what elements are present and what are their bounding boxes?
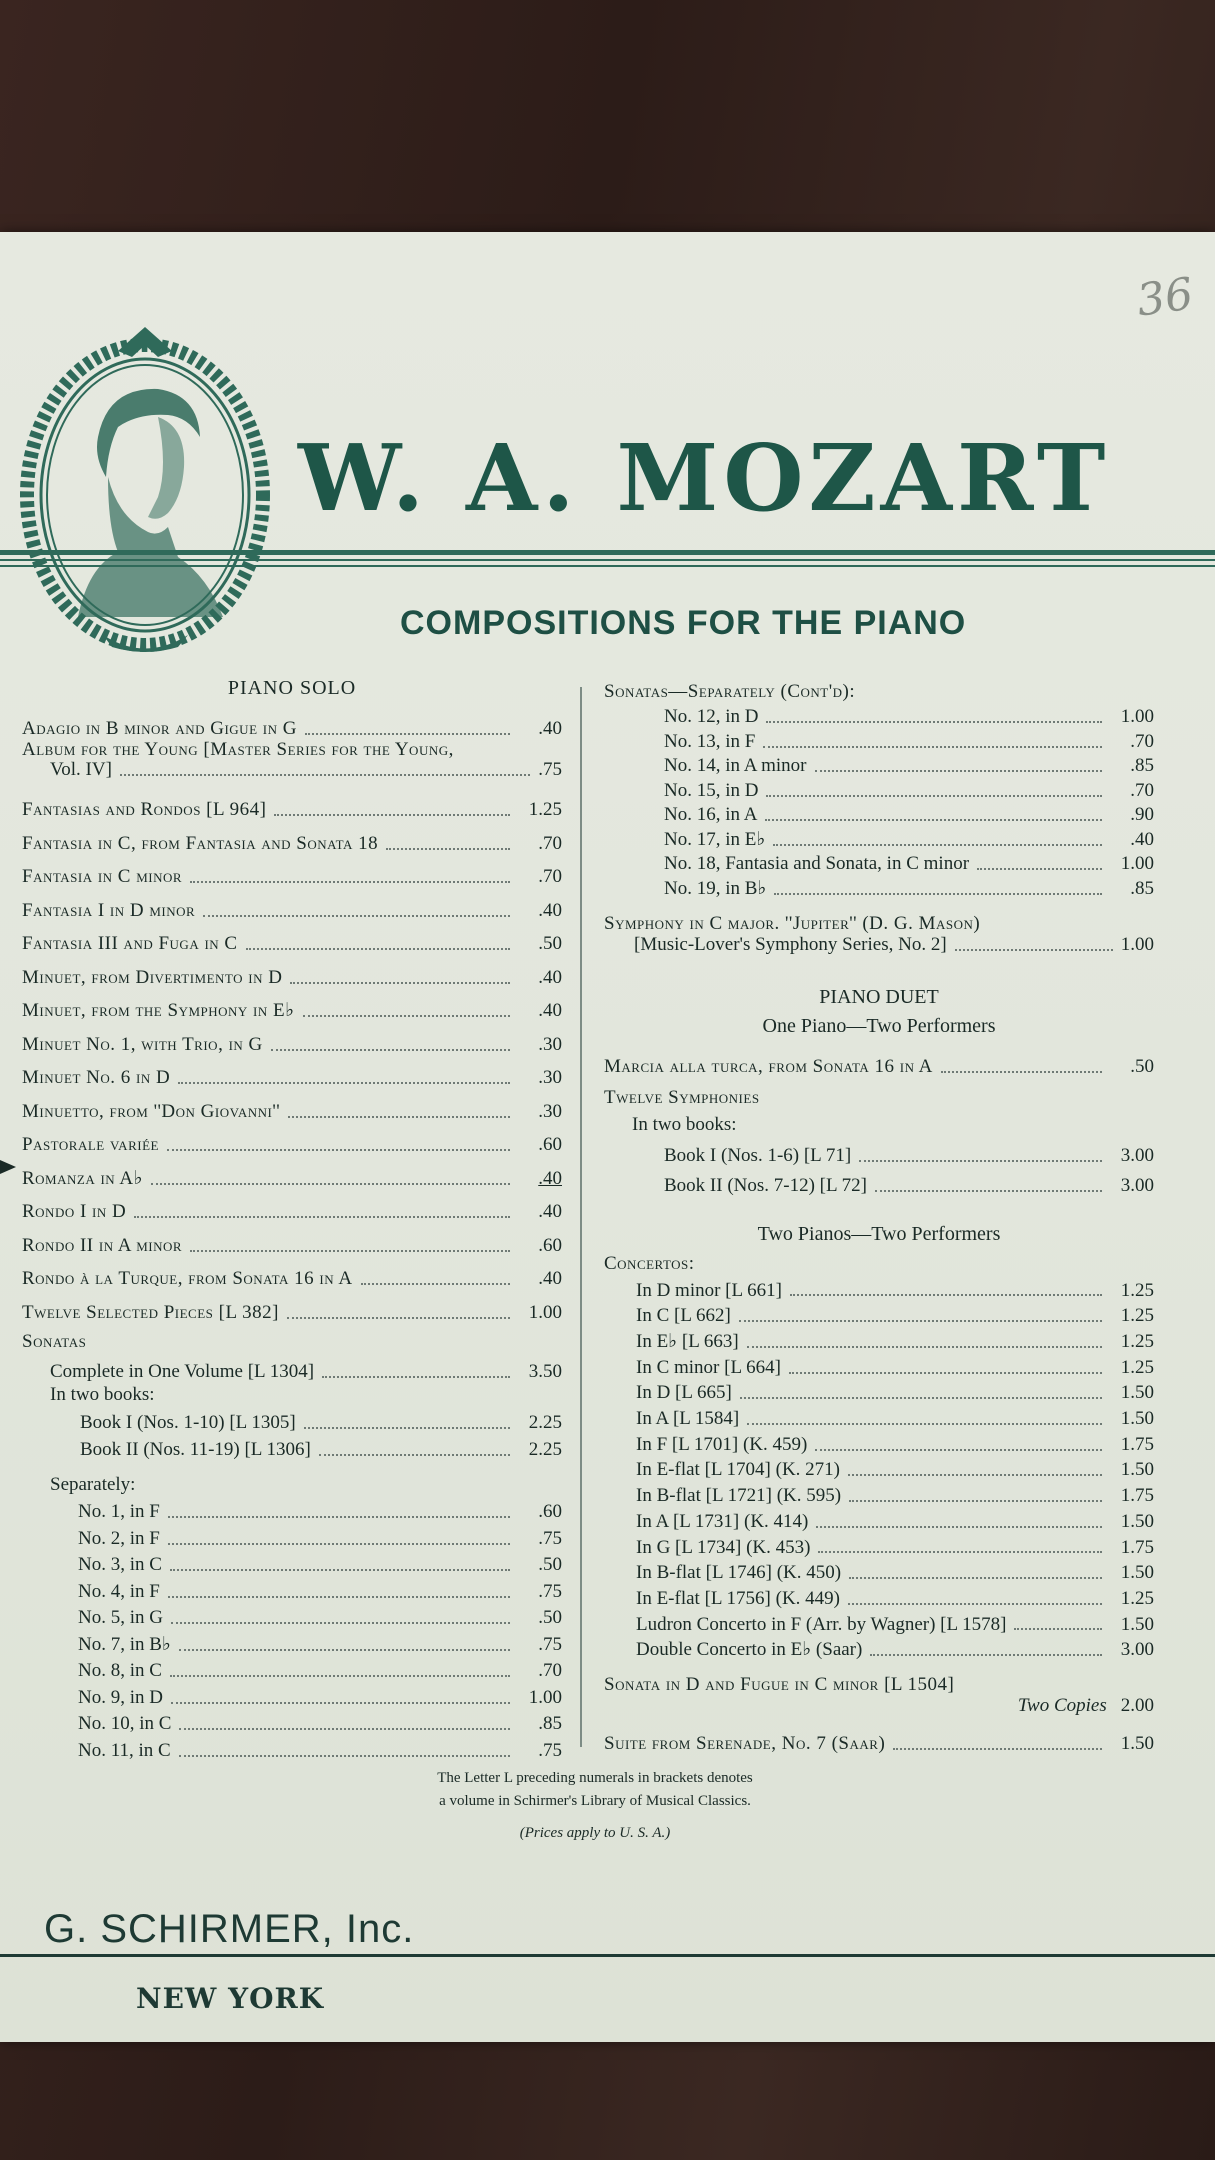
symphony-entry: Symphony in C major. ''Jupiter'' (D. G. Mason) [Music-Lover's Symphony Series, No. 2] 1.00 <box>604 912 1154 955</box>
twelve-two-books-label: In two books: <box>632 1114 737 1136</box>
list-item: Book II (Nos. 7-12) [L 72] 3.00 <box>664 1175 1154 1197</box>
list-item: Suite from Serenade, No. 7 (Saar) 1.50 <box>604 1733 1154 1755</box>
list-item: Minuet No. 6 in D .30 <box>22 1067 562 1089</box>
piano-solo-heading: PIANO SOLO <box>227 677 357 699</box>
list-item: No. 1, in F .60 <box>78 1501 562 1523</box>
list-item: Rondo I in D .40 <box>22 1201 562 1223</box>
list-item: In D minor [L 661] 1.25 <box>636 1279 1154 1301</box>
list-item: Marcia alla turca, from Sonata 16 in A .50 <box>604 1055 1154 1077</box>
list-item: In G [L 1734] (K. 453) 1.75 <box>636 1536 1154 1558</box>
list-item: Rondo à la Turque, from Sonata 16 in A .40 <box>22 1268 562 1290</box>
list-item: Double Concerto in E♭ (Saar) 3.00 <box>636 1639 1154 1661</box>
catalog-page <box>0 232 1215 2042</box>
separately-label: Separately: <box>50 1474 136 1495</box>
list-item: No. 2, in F .75 <box>78 1527 562 1549</box>
two-pianos-heading: Two Pianos—Two Performers <box>757 1223 1001 1246</box>
list-item: In E-flat [L 1756] (K. 449) 1.25 <box>636 1587 1154 1609</box>
one-piano-heading: One Piano—Two Performers <box>762 1014 996 1037</box>
list-item: Fantasias and Rondos [L 964] 1.25 <box>22 799 562 821</box>
column-divider <box>580 687 582 1747</box>
list-item: In A [L 1731] (K. 414) 1.50 <box>636 1510 1154 1532</box>
list-item: No. 12, in D 1.00 <box>664 706 1154 728</box>
list-item: Book I (Nos. 1-6) [L 71] 3.00 <box>664 1145 1154 1167</box>
list-item: In A [L 1584] 1.50 <box>636 1408 1154 1430</box>
list-item: Rondo II in A minor .60 <box>22 1234 562 1256</box>
list-item: No. 18, Fantasia and Sonata, in C minor 1.00 <box>664 853 1154 875</box>
list-item: In B-flat [L 1721] (K. 595) 1.75 <box>636 1485 1154 1507</box>
list-item: In C [L 662] 1.25 <box>636 1305 1154 1327</box>
sonatas-label: Sonatas <box>22 1330 87 1352</box>
list-item: Fantasia I in D minor .40 <box>22 899 562 921</box>
header-rule-thin-1 <box>0 559 1215 561</box>
right-column <box>604 680 1154 1755</box>
footnote: The Letter L preceding numerals in brackets denotes a volume in Schirmer's Library of Musical Classics. (Prices apply to U. S. A.) <box>280 1767 910 1845</box>
list-item: In C minor [L 664] 1.25 <box>636 1356 1154 1378</box>
list-item: In E♭ [L 663] 1.25 <box>636 1331 1154 1352</box>
list-item: Fantasia in C, from Fantasia and Sonata 18 .70 <box>22 832 562 854</box>
list-item: Album for the Young [Master Series for the Young, Vol. IV] .75 <box>22 738 562 781</box>
list-item: Minuetto, from ''Don Giovanni'' .30 <box>22 1100 562 1122</box>
pointer-arrow-icon <box>0 1160 16 1174</box>
list-item: No. 16, in A .90 <box>664 804 1154 826</box>
list-item: In F [L 1701] (K. 459) 1.75 <box>636 1433 1154 1455</box>
sonatas-cont-label: Sonatas—Separately (Cont'd): <box>604 681 856 702</box>
list-item: No. 10, in C .85 <box>78 1713 562 1735</box>
list-item: Adagio in B minor and Gigue in G .40 <box>22 717 562 739</box>
list-item: Fantasia III and Fuga in C .50 <box>22 933 562 955</box>
list-item: Complete in One Volume [L 1304] 3.50 <box>50 1361 562 1383</box>
list-item: Fantasia in C minor .70 <box>22 866 562 888</box>
list-item: No. 4, in F .75 <box>78 1580 562 1602</box>
publisher-name: G. SCHIRMER, Inc. <box>44 1907 415 1951</box>
list-item: Twelve Selected Pieces [L 382] 1.00 <box>22 1301 562 1323</box>
publisher-city: NEW YORK <box>136 1982 325 2015</box>
piano-duet-heading: PIANO DUET <box>819 985 939 1008</box>
list-item: No. 5, in G .50 <box>78 1607 562 1629</box>
list-item: Minuet, from the Symphony in E♭ .40 <box>22 1000 562 1022</box>
list-item: No. 15, in D .70 <box>664 779 1154 801</box>
header-rule-thick <box>0 550 1215 555</box>
two-books-label: In two books: <box>50 1384 155 1406</box>
list-item: No. 13, in F .70 <box>664 730 1154 752</box>
prices-note: (Prices apply to U. S. A.) <box>519 1825 671 1841</box>
list-item: Minuet No. 1, with Trio, in G .30 <box>22 1033 562 1055</box>
list-item: Book II (Nos. 11-19) [L 1306] 2.25 <box>80 1439 562 1461</box>
footer-rule <box>0 1954 1215 1957</box>
concertos-label: Concertos: <box>604 1253 695 1275</box>
twelve-symphonies-label: Twelve Symphonies <box>604 1086 760 1108</box>
handwritten-page-number: 36 <box>1133 268 1197 327</box>
list-item: No. 19, in B♭ .85 <box>664 877 1154 899</box>
list-item: Pastorale variée .60 <box>22 1134 562 1156</box>
list-item: Ludron Concerto in F (Arr. by Wagner) [L 1578] 1.50 <box>636 1613 1154 1635</box>
page-subtitle: COMPOSITIONS FOR THE PIANO <box>400 604 967 642</box>
list-item: No. 17, in E♭ .40 <box>664 828 1154 850</box>
list-item: No. 14, in A minor .85 <box>664 755 1154 777</box>
list-item: No. 8, in C .70 <box>78 1660 562 1682</box>
list-item: In B-flat [L 1746] (K. 450) 1.50 <box>636 1562 1154 1584</box>
list-item: Book I (Nos. 1-10) [L 1305] 2.25 <box>80 1412 562 1434</box>
piano-solo-column <box>22 677 562 1762</box>
list-item: In D [L 665] 1.50 <box>636 1382 1154 1404</box>
mozart-portrait-medallion <box>8 317 283 662</box>
list-item: Minuet, from Divertimento in D .40 <box>22 966 562 988</box>
list-item: No. 3, in C .50 <box>78 1554 562 1576</box>
header-rule-thin-2 <box>0 565 1215 567</box>
list-item: No. 7, in B♭ .75 <box>78 1633 562 1655</box>
composer-title: W. A. MOZART <box>298 424 1111 532</box>
list-item: In E-flat [L 1704] (K. 271) 1.50 <box>636 1459 1154 1481</box>
list-item: No. 11, in C .75 <box>78 1739 562 1761</box>
sonata-fugue-entry: Sonata in D and Fugue in C minor [L 1504] Two Copies 2.00 <box>604 1674 1154 1716</box>
list-item: No. 9, in D 1.00 <box>78 1686 562 1708</box>
list-item: Romanza in A♭ .40 <box>22 1167 562 1189</box>
